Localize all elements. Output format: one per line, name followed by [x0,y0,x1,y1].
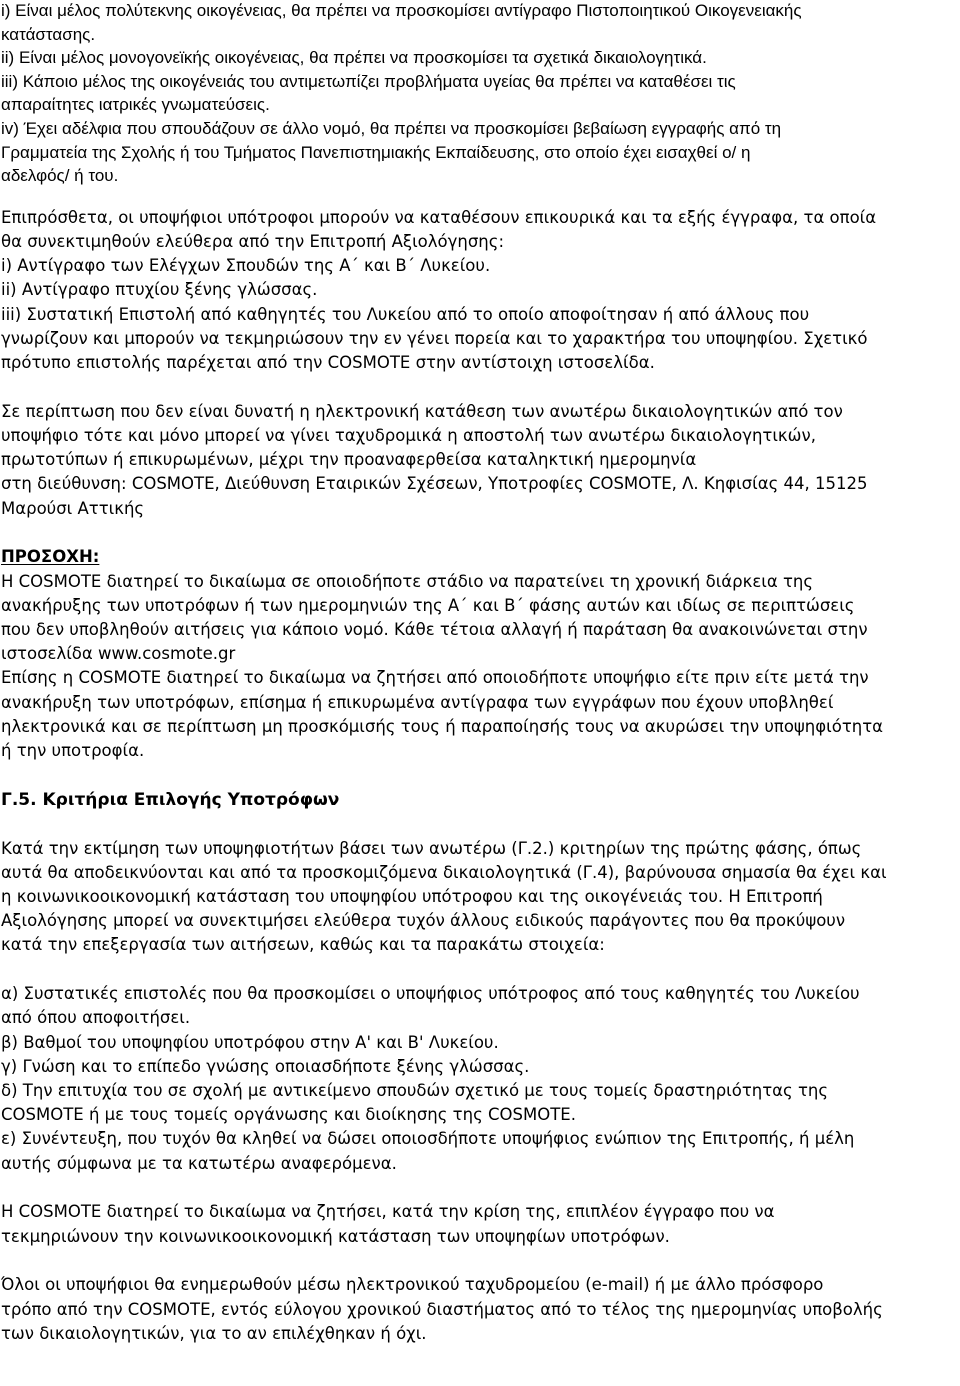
postal-submission-paragraph [1,400,957,521]
criteria-section [1,788,957,1176]
text-line: γνωρίζουν και μπορούν να τεκμηριώσουν την εν γένει πορεία και το χαρακτήρα του υποψηφίου. Σχετικό [1,328,868,348]
text-line: Επιπρόσθετα, οι υποψήφιοι υπότροφοι μπορούν να καταθέσουν επικουρικά και τα εξής έγγραφα, τα οποία [1,207,877,227]
text-line: πρότυπο επιστολής παρέχεται από την COSMOTE στην αντίστοιχη ιστοσελίδα. [1,352,655,372]
text-line: υποψήφιο τότε και μόνο μπορεί να γίνει ταχυδρομικά η αποστολή των ανωτέρω δικαιολογητικών, [1,425,816,445]
text-line: αυτής σύμφωνα με τα κατωτέρω αναφερόμενα. [1,1153,397,1173]
text-line: Η COSMOTE διατηρεί το δικαίωμα σε οποιοδήποτε στάδιο να παρατείνει τη χρονική διάρκεια της [1,571,814,591]
section-heading: Γ.5. Κριτήρια Επιλογής Υποτρόφων [1,789,340,810]
text-line: θα συνεκτιμηθούν ελεύθερα από την Επιτροπή Αξιολόγησης: [1,231,505,251]
text-line: που δεν υποβληθούν αιτήσεις για κάποιο νομό. Κάθε τέτοια αλλαγή ή παράταση θα ανακοινώνεται στην [1,619,868,639]
text-line: iii) Συστατική Επιστολή από καθηγητές του Λυκείου από το οποίο αποφοίτησαν ή από άλλους που [1,304,810,324]
text-line: ιστοσελίδα www.cosmote.gr [1,644,236,664]
notification-paragraph [1,1273,957,1346]
paragraph-gap [1,1176,957,1201]
text-line: απαραίτητες ιατρικές γνωματεύσεις. [1,95,270,115]
attention-section [1,545,957,763]
text-line: ii) Αντίγραφο πτυχίου ξένης γλώσσας. [1,280,318,300]
family-status-requirements [1,0,957,188]
text-line: από όπου αποφοιτήσει. [1,1008,191,1028]
text-line: Η COSMOTE διατηρεί το δικαίωμα να ζητήσει, κατά την κρίση της, επιπλέον έγγραφο που να [1,1202,775,1222]
text-line: Επίσης η COSMOTE διατηρεί το δικαίωμα να ζητήσει από οποιοδήποτε υποψήφιο είτε πριν είτε μετά την [1,668,869,688]
paragraph-gap [1,521,957,546]
text-line: ii) Είναι μέλος μονογονεϊκής οικογένειας, θα πρέπει να προσκομίσει τα σχετικά δικαιολογητικά. [1,48,707,68]
supplementary-documents-paragraph [1,206,957,375]
text-line: τεκμηριώνουν την κοινωνικοοικονομική κατάσταση των υποψηφίων υποτρόφων. [1,1226,670,1246]
text-line: στη διεύθυνση: COSMOTE, Διεύθυνση Εταιρικών Σχέσεων, Υποτροφίες COSMOTE, Λ. Κηφισίας 44, 15125 [1,474,868,494]
text-line: η κοινωνικοοικονομική κατάσταση του υποψηφίου υπότροφου και της οικογένειάς του. Η Επιτροπή [1,887,823,906]
right-to-request-paragraph [1,1200,957,1248]
list-item: δ) Την επιτυχία του σε σχολή με αντικείμενο σπουδών σχετικό με τους τομείς δραστηριότητας της [1,1081,829,1101]
paragraph-gap [1,763,957,788]
text-line: i) Αντίγραφο των Ελέγχων Σπουδών της Α΄ και Β΄ Λυκείου. [1,256,491,276]
text-line: πρωτοτύπων ή επικυρωμένων, μέχρι την προαναφερθείσα καταληκτική ημερομηνία [1,450,697,470]
text-line: Μαρούσι Αττικής [1,498,145,518]
text-line: Αξιολόγησης μπορεί να συνεκτιμήσει ελεύθερα τυχόν άλλους ειδικούς παράγοντες που θα προκύψουν [1,911,846,931]
text-line: αδελφός/ ή του. [1,166,119,186]
text-line: ανακήρυξη των υποτρόφων, επίσημα ή επικυρωμένα αντίγραφα των εγγράφων που έχουν υποβληθεί [1,692,834,712]
text-line: τρόπο από την COSMOTE, εντός εύλογου χρονικού διαστήματος από το τέλος της ημερομηνίας υποβολής [1,1299,883,1319]
text-line: των δικαιολογητικών, για το αν επιλέχθηκαν ή όχι. [1,1323,427,1343]
text-line: Όλοι οι υποψήφιοι θα ενημερωθούν μέσω ηλεκτρονικού ταχυδρομείου (e-mail) ή με άλλο πρόσφορο [1,1275,824,1295]
list-item: β) Βαθμοί του υποψηφίου υποτρόφου στην Α' και Β' Λυκείου. [1,1032,499,1052]
list-item: ε) Συνέντευξη, που τυχόν θα κληθεί να δώσει οποιοσδήποτε υποψήφιος ενώπιον της Επιτροπής, ή μέλη [1,1129,855,1149]
paragraph-gap [1,812,957,837]
document-page [1,0,957,1346]
list-item: γ) Γνώση και το επίπεδο γνώσης οποιασδήποτε ξένης γλώσσας. [1,1056,530,1076]
text-line: ή την υποτροφία. [1,741,145,760]
text-line: ηλεκτρονικά και σε περίπτωση μη προσκόμισής τους ή παραποίησής τους να ακυρώσει την υποψηφιότητα [1,716,884,736]
list-item: α) Συστατικές επιστολές που θα προσκομίσει ο υποψήφιος υπότροφος από τους καθηγητές του Λυκείου [1,984,860,1004]
paragraph-gap [1,1249,957,1274]
text-line: Κατά την εκτίμηση των υποψηφιοτήτων βάσει των ανωτέρω (Γ.2.) κριτηρίων της πρώτης φάσης, όπως [1,838,862,858]
attention-title: ΠΡΟΣΟΧΗ: [1,547,100,567]
text-line: ανακήρυξης των υποτρόφων ή των ημερομηνιών της Α΄ και Β΄ φάσης αυτών και ιδίως σε περιπτώσεις [1,595,855,615]
text-line: αυτά θα αποδεικνύονται και από τα προσκομιζόμενα δικαιολογητικά (Γ.4), βαρύνουσα σημασία θα έχει και [1,862,887,882]
text-line: iv) Έχει αδέλφια που σπουδάζουν σε άλλο νομό, θα πρέπει να προσκομίσει βεβαίωση εγγραφής από τη [1,118,782,138]
text-line: κατά την επεξεργασία των αιτήσεων, καθώς και τα παρακάτω στοιχεία: [1,935,605,955]
text-line: iii) Κάποιο μέλος της οικογένειάς του αντιμετωπίζει προβλήματα υγείας θα πρέπει να καταθέσει τις [1,71,736,91]
text-line: i) Είναι μέλος πολύτεκνης οικογένειας, θα πρέπει να προσκομίσει αντίγραφο Πιστοποιητικού Οικογενειακής [1,1,802,20]
paragraph-gap [1,958,957,983]
text-line: Γραμματεία της Σχολής ή του Τμήματος Πανεπιστημιακής Εκπαίδευσης, στο οποίο έχει εισαχθεί ο/ η [1,142,751,162]
text-line: COSMOTE ή με τους τομείς οργάνωσης και διοίκησης της COSMOTE. [1,1105,576,1125]
paragraph-gap [1,375,957,400]
main-content [1,206,957,1346]
text-line: κατάστασης. [1,24,96,44]
text-line: Σε περίπτωση που δεν είναι δυνατή η ηλεκτρονική κατάθεση των ανωτέρω δικαιολογητικών από τον [1,401,843,421]
